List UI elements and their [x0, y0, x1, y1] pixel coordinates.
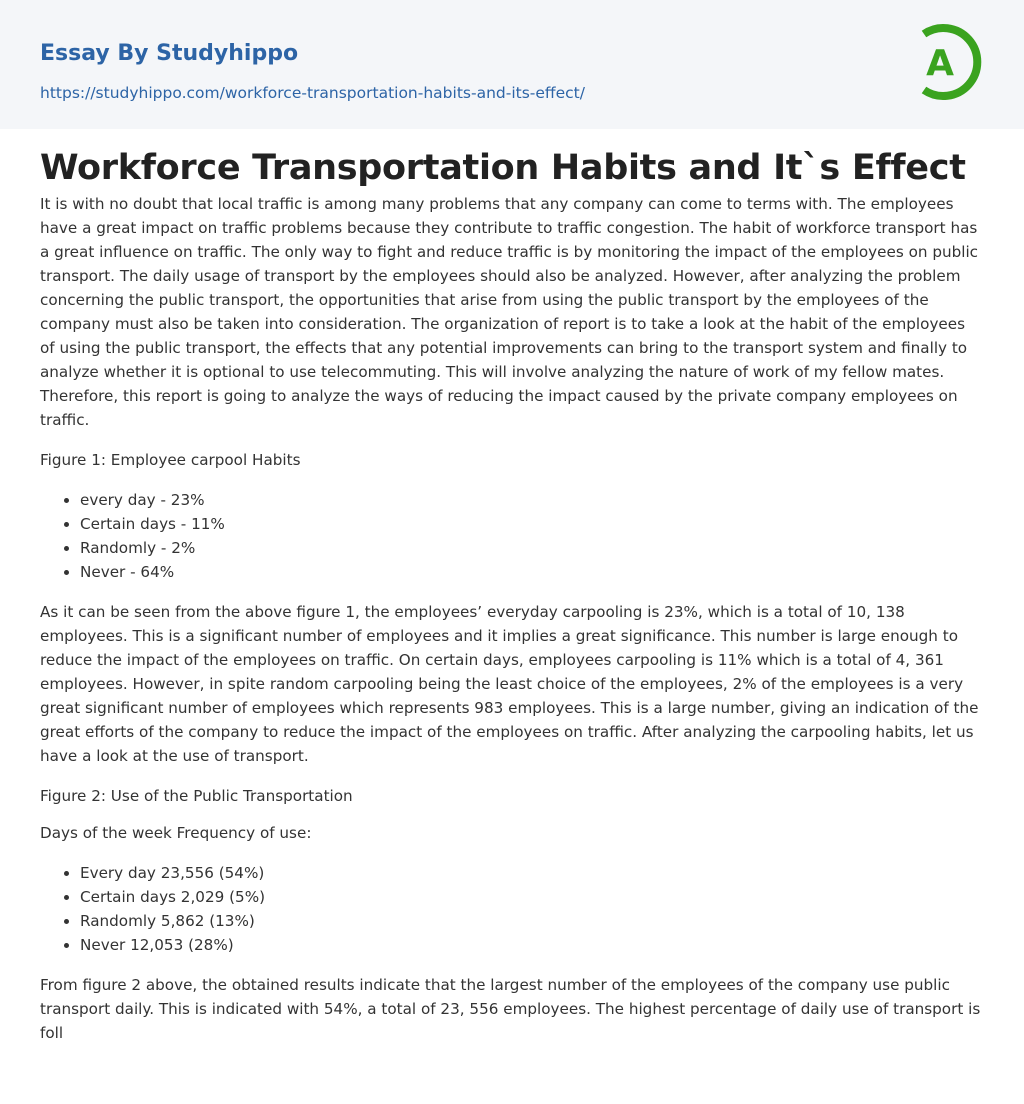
page-title: Workforce Transportation Habits and It`s Effect	[40, 148, 966, 188]
intro-paragraph: It is with no doubt that local traffic is among many problems that any company can come to terms with. The employees have a great impact on traffic problems because they contribute to traffic congestion. The habit of workforce transport has a great influence on traffic. The only way to fight and reduce traffic is by monitoring the impact of the employees on public transport. The daily usage of transport by the employees should also be analyzed. However, after analyzing the problem concerning the public transport, the opportunities that arise from using the public transport by the employees of the company must also be taken into consideration. The organization of report is to take a look at the habit of the employees of using the public transport, the effects that any potential improvements can bring to the transport system and finally to analyze whether it is optional to use telecommuting. This will involve analyzing the nature of work of my fellow mates. Therefore, this report is going to analyze the ways of reducing the impact caused by the private company employees on traffic.	[40, 195, 979, 429]
list-item: • Certain days 2,029 (5%)	[80, 885, 984, 909]
public-transport-paragraph: From figure 2 above, the obtained results indicate that the largest number of the employees of the company use public transport daily. This is indicated with 54%, a total of 23, 556 employees. The highest percentage of daily use of transport is foll	[40, 976, 981, 1042]
site-header	[0, 0, 1024, 129]
source-url-link[interactable]: https://studyhippo.com/workforce-transportation-habits-and-its-effect/	[40, 84, 585, 102]
studyhippo-logo-icon[interactable]	[912, 19, 986, 105]
article-body	[0, 146, 1024, 1045]
figure-1-label: Figure 1: Employee carpool Habits	[40, 451, 301, 469]
list-item: • Never 12,053 (28%)	[80, 933, 984, 957]
list-item: • Every day 23,556 (54%)	[80, 861, 984, 885]
figure-2-subtitle: Days of the week Frequency of use:	[40, 824, 312, 842]
logo-letter: A	[926, 43, 954, 84]
figure-1-list	[40, 488, 984, 584]
figure-2-label: Figure 2: Use of the Public Transportation	[40, 787, 353, 805]
list-item: • Randomly 5,862 (13%)	[80, 909, 984, 933]
list-item: • Certain days - 11%	[80, 512, 984, 536]
list-item: • Randomly - 2%	[80, 536, 984, 560]
list-item: • every day - 23%	[80, 488, 984, 512]
brand-name[interactable]: Essay By Studyhippo	[40, 41, 299, 66]
carpool-analysis-paragraph: As it can be seen from the above figure 1, the employees’ everyday carpooling is 23%, which is a total of 10, 138 employees. This is a significant number of employees and it implies a great significance. This number is large enough to reduce the impact of the employees on traffic. On certain days, employees carpooling is 11% which is a total of 4, 361 employees. However, in spite random carpooling being the least choice of the employees, 2% of the employees is a very great significant number of employees which represents 983 employees. This is a large number, giving an indication of the great efforts of the company to reduce the impact of the employees on traffic. After analyzing the carpooling habits, let us have a look at the use of transport.	[40, 603, 979, 765]
figure-2-list	[40, 861, 984, 957]
list-item: • Never - 64%	[80, 560, 984, 584]
